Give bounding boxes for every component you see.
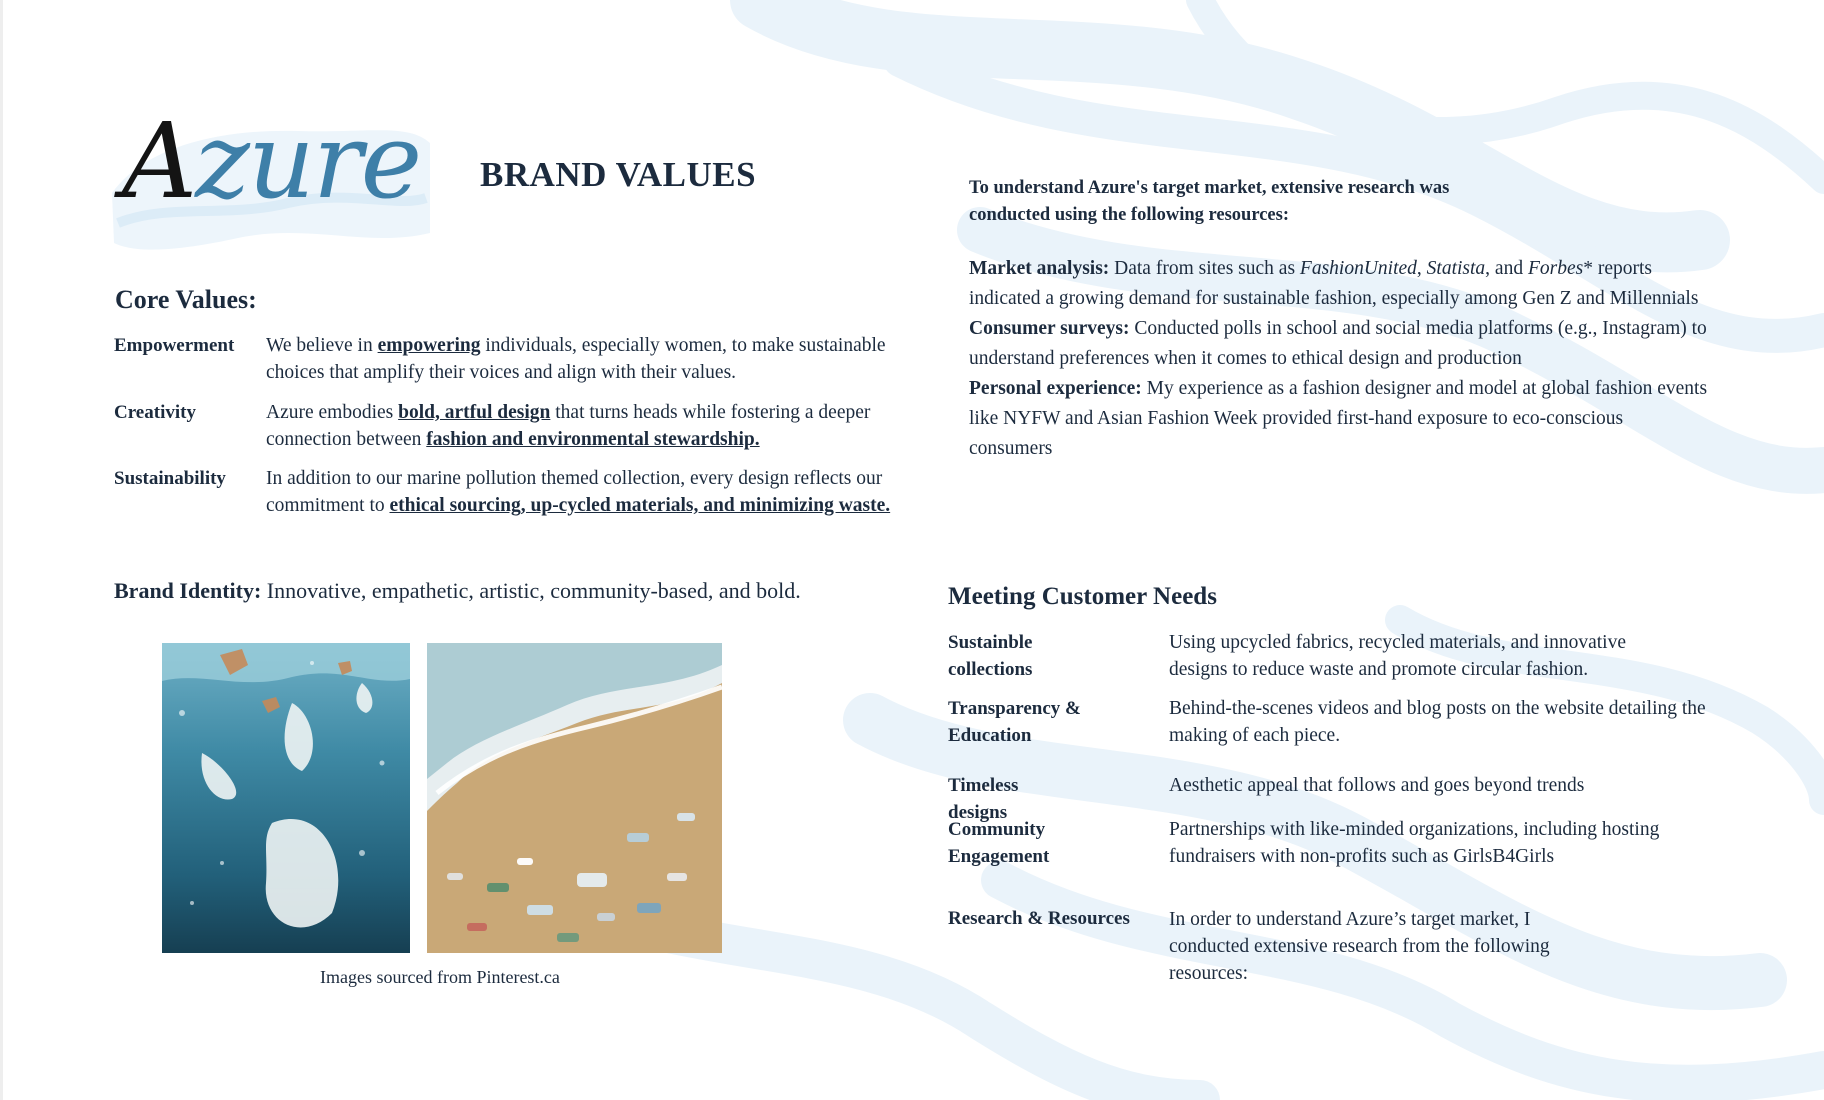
azure-logo: [108, 100, 438, 255]
images-caption: Images sourced from Pinterest.ca: [320, 967, 560, 987]
core-value-highlight: fashion and environmental stewardship.: [426, 429, 760, 450]
research-item-text: My experience as a fashion designer and model at global fashion events like NYFW and Asian Fashion Week provided first-hand exposure to eco-conscious consumers: [969, 378, 1708, 459]
research-item-text: , and: [1485, 258, 1528, 279]
core-value-name: Sustainability: [114, 468, 226, 489]
need-label-transparency-education: Transparency & Education: [948, 698, 1081, 746]
beach-plastic-image: [427, 643, 722, 953]
research-item-personal-experience: [969, 374, 1709, 464]
research-item-text: ,: [1416, 258, 1427, 279]
core-value-name: Empowerment: [114, 335, 235, 356]
page-title: BRAND VALUES: [480, 155, 757, 194]
need-label-community-engagement: Community Engagement: [948, 819, 1050, 867]
research-item-text: * reports indicated a growing demand for sustainable fashion, especially among Gen Z and Millennials: [969, 258, 1699, 309]
logo-letters-zure: zure: [195, 100, 421, 222]
research-item-text: Data from sites such as: [1109, 258, 1300, 279]
need-description: Behind-the-scenes videos and blog posts on the website detailing the making of each piece.: [1169, 698, 1706, 746]
logo-letter-a: A: [122, 100, 196, 222]
logo-wordmark: [122, 100, 421, 222]
need-description: In order to understand Azure’s target market, I conducted extensive research from the following resources:: [1169, 909, 1550, 984]
brand-identity: [114, 578, 801, 604]
core-value-highlight: empowering: [377, 335, 481, 356]
research-item-label: Market analysis:: [969, 258, 1110, 279]
core-value-text: We believe in: [266, 335, 378, 356]
core-value-text: In addition to our marine pollution themed collection, every design reflects our commitment to: [266, 468, 883, 516]
research-item-label: Consumer surveys:: [969, 318, 1130, 339]
core-value-text: Azure embodies: [266, 402, 399, 423]
core-value-name: Creativity: [114, 402, 196, 423]
research-item-consumer-surveys: [969, 314, 1709, 374]
source-statista: Statista: [1426, 258, 1486, 279]
brand-identity-text: Innovative, empathetic, artistic, community-based, and bold.: [261, 578, 801, 603]
need-description: Using upcycled fabrics, recycled materials, and innovative designs to reduce waste and promote circular fashion.: [1169, 632, 1626, 680]
page-left-edge: [0, 0, 3, 1100]
need-label-sustainable-collections: Sustainble collections: [948, 632, 1033, 680]
core-value-description: [266, 399, 892, 453]
core-value-description: [266, 465, 892, 519]
source-forbes: Forbes: [1527, 258, 1584, 279]
need-label-timeless-designs: Timeless designs: [948, 775, 1019, 823]
need-description: Aesthetic appeal that follows and goes beyond trends: [1169, 775, 1585, 796]
brand-identity-label: Brand Identity:: [114, 578, 262, 603]
need-description: Partnerships with like-minded organizations, including hosting fundraisers with non-profits such as GirlsB4Girls: [1169, 819, 1660, 867]
research-list: [969, 254, 1709, 464]
core-value-highlight: ethical sourcing, up-cycled materials, and minimizing waste.: [389, 495, 891, 516]
core-value-description: [266, 332, 892, 386]
core-value-highlight: bold, artful design: [398, 402, 551, 423]
need-label-research-resources: Research & Resources: [948, 908, 1130, 929]
underwater-plastic-image: [162, 643, 410, 953]
research-intro: To understand Azure's target market, extensive research was conducted using the following resources:: [969, 178, 1450, 225]
core-values-heading: Core Values:: [115, 285, 257, 314]
source-fashionunited: FashionUnited: [1299, 258, 1417, 279]
core-value-text: that turns heads while fostering a deeper connection between: [266, 402, 871, 450]
research-item-market-analysis: [969, 254, 1709, 314]
meeting-customer-needs-heading: Meeting Customer Needs: [948, 583, 1217, 610]
core-value-text: individuals, especially women, to make sustainable choices that amplify their voices and align with their values.: [266, 335, 886, 383]
research-item-text: Conducted polls in school and social media platforms (e.g., Instagram) to understand preferences when it comes to ethical design and production: [969, 318, 1707, 369]
research-item-label: Personal experience:: [969, 378, 1142, 399]
